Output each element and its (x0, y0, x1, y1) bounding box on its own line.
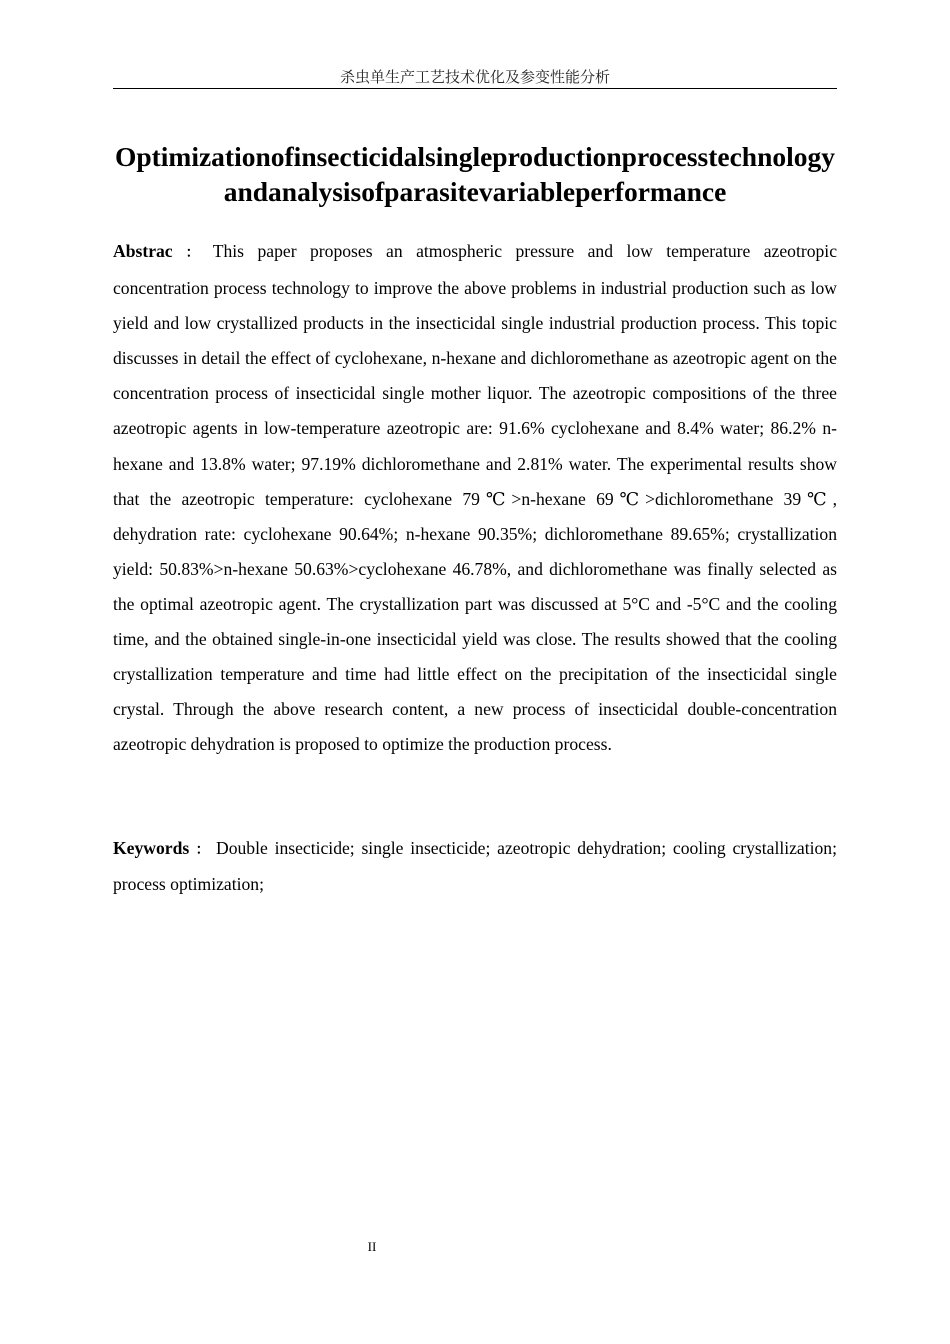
abstract-paragraph (113, 234, 837, 762)
abstract-text: This paper proposes an atmospheric pressure and low temperature azeotropic concentration process technology to improve the above problems in industrial production such as low yield and low crystallized products in the insecticidal single industrial production process. This topic discusses in detail the effect of cyclohexane, n-hexane and dichloromethane as azeotropic agent on the concentration process of insecticidal single mother liquor. The azeotropic compositions of the three azeotropic agents in low-temperature azeotropic are: 91.6% cyclohexane and 8.4% water; 86.2% n-hexane and 13.8% water; 97.19% dichloromethane and 2.81% water. The experimental results show that the azeotropic temperature: cyclohexane 79℃>n-hexane 69℃>dichloromethane 39℃, dehydration rate: cyclohexane 90.64%; n-hexane 90.35%; dichloromethane 89.65%; crystallization yield: 50.83%>n-hexane 50.63%>cyclohexane 46.78%, and dichloromethane was finally selected as the optimal azeotropic agent. The crystallization part was discussed at 5°C and -5°C and the cooling time, and the obtained single-in-one insecticidal yield was close. The results showed that the cooling crystallization temperature and time had little effect on the precipitation of the insecticidal single crystal. Through the above research content, a new process of insecticidal double-concentration azeotropic dehydration is proposed to optimize the production process. (113, 241, 838, 755)
running-header (113, 66, 837, 89)
keywords-text: Double insecticide; single insecticide; azeotropic dehydration; cooling crystallization; process optimization; (113, 838, 837, 894)
abstract-colon: ： (176, 245, 209, 261)
page-number: II (367, 1239, 377, 1254)
keywords-colon: ： (193, 842, 212, 858)
abstract-label: Abstrac (113, 241, 173, 261)
keywords-label: Keywords (113, 838, 190, 858)
paper-title: Optimizationofinsecticidalsingleproductionprocesstechnologyandanalysisofparasitevariableperformance (114, 141, 836, 207)
keywords-paragraph (113, 831, 837, 901)
running-header-title: 杀虫单生产工艺技术优化及参变性能分析 (339, 68, 610, 86)
